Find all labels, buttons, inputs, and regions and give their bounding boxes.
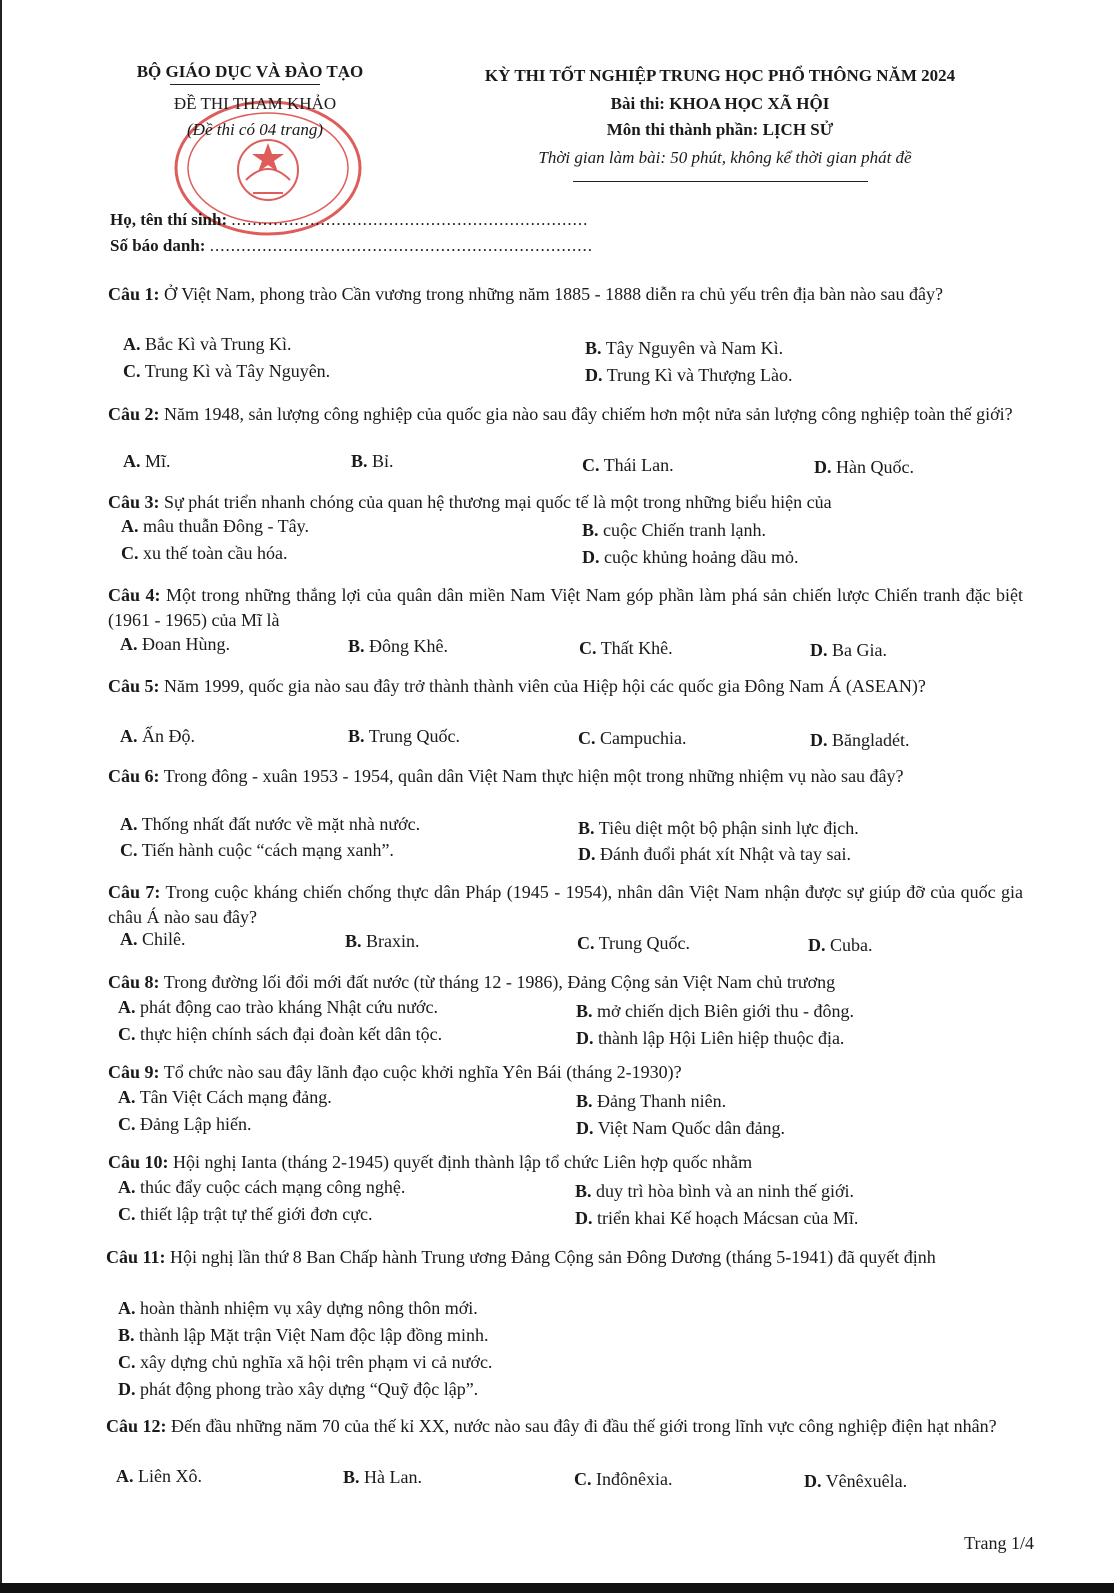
- question-number: Câu 1:: [108, 284, 160, 304]
- q6-option-b: B. Tiêu diệt một bộ phận sinh lực địch.: [578, 818, 859, 838]
- scan-edge: [0, 0, 2, 1593]
- q4-option-c: C. Thất Khê.: [579, 638, 673, 658]
- q9-option-b: B. Đảng Thanh niên.: [576, 1091, 727, 1111]
- q9-option-a: A. Tân Việt Cách mạng đảng.: [118, 1087, 332, 1107]
- q2-option-b: B. Bỉ.: [351, 451, 394, 471]
- q8-option-a: A. phát động cao trào kháng Nhật cứu nước.: [118, 997, 438, 1017]
- question-5: Câu 5: Năm 1999, quốc gia nào sau đây trở thành thành viên của Hiệp hội các quốc gia Đông Nam Á (ASEAN)?: [108, 676, 926, 696]
- q10-option-c: C. thiết lập trật tự thế giới đơn cực.: [118, 1204, 373, 1224]
- question-9: Câu 9: Tổ chức nào sau đây lãnh đạo cuộc khởi nghĩa Yên Bái (tháng 2-1930)?: [108, 1062, 682, 1082]
- q12-option-a: A. Liên Xô.: [116, 1466, 202, 1486]
- q3-option-d: D. cuộc khủng hoảng dầu mỏ.: [582, 547, 799, 567]
- question-4: Câu 4: Một trong những thắng lợi của quân dân miền Nam Việt Nam góp phần làm phá sản chiến lược Chiến tranh đặc biệt (1961 - 1965) của Mĩ là: [108, 585, 1024, 630]
- question-6: Câu 6: Trong đông - xuân 1953 - 1954, quân dân Việt Nam thực hiện một trong những nhiệm vụ nào sau đây?: [108, 766, 904, 786]
- q3-option-a: A. mâu thuẫn Đông - Tây.: [121, 516, 309, 536]
- q9-option-c: C. Đảng Lập hiến.: [118, 1114, 252, 1134]
- exam-title: KỲ THI TỐT NGHIỆP TRUNG HỌC PHỔ THÔNG NĂM 2024: [484, 66, 956, 85]
- question-text: Ở Việt Nam, phong trào Cần vương trong những năm 1885 - 1888 diễn ra chủ yếu trên địa bàn nào sau đây?: [164, 284, 943, 304]
- page-number: Trang 1/4: [964, 1533, 1034, 1553]
- scan-bottom-edge: [0, 1583, 1114, 1593]
- q2-option-d: D. Hàn Quốc.: [814, 457, 914, 477]
- q11-option-d: D. phát động phong trào xây dựng “Quỹ độc lập”.: [118, 1379, 479, 1399]
- q7-option-d: D. Cuba.: [808, 935, 873, 955]
- q1-option-d: D. Trung Kì và Thượng Lào.: [585, 365, 793, 385]
- question-10: Câu 10: Hội nghị Ianta (tháng 2-1945) quyết định thành lập tổ chức Liên hợp quốc nhằm: [108, 1152, 753, 1172]
- q9-option-d: D. Việt Nam Quốc dân đảng.: [576, 1118, 786, 1138]
- q5-option-c: C. Campuchia.: [578, 728, 687, 748]
- q11-option-b: B. thành lập Mặt trận Việt Nam độc lập đồng minh.: [118, 1325, 489, 1345]
- q4-option-b: B. Đông Khê.: [348, 636, 449, 656]
- q5-option-b: B. Trung Quốc.: [348, 726, 461, 746]
- question-3: Câu 3: Sự phát triển nhanh chóng của quan hệ thương mại quốc tế là một trong những biểu hiện của: [108, 492, 832, 512]
- q7-option-b: B. Braxin.: [345, 931, 420, 951]
- ministry-name: BỘ GIÁO DỤC VÀ ĐÀO TẠO: [136, 62, 364, 81]
- q3-option-b: B. cuộc Chiến tranh lạnh.: [582, 520, 766, 540]
- exam-underline: [573, 181, 868, 182]
- candidate-name-dots: ....................................................................: [231, 210, 589, 229]
- candidate-id-dots: .........................................................................: [209, 236, 593, 255]
- candidate-name-label: Họ, tên thí sinh:: [110, 210, 228, 229]
- q12-option-b: B. Hà Lan.: [343, 1467, 422, 1487]
- page-count-note: (Đề thi có 04 trang): [187, 120, 323, 139]
- q7-option-c: C. Trung Quốc.: [577, 933, 691, 953]
- subject-label: Bài thi: KHOA HỌC XÃ HỘI: [610, 94, 830, 113]
- q6-option-d: D. Đánh đuổi phát xít Nhật và tay sai.: [578, 844, 851, 864]
- question-11: Câu 11: Hội nghị lần thứ 8 Ban Chấp hành Trung ương Đảng Cộng sản Đông Dương (tháng 5-1941) đã quyết định: [106, 1247, 936, 1267]
- q2-option-c: C. Thái Lan.: [582, 455, 674, 475]
- q6-option-c: C. Tiến hành cuộc “cách mạng xanh”.: [120, 840, 394, 860]
- q1-option-a: A. Bắc Kì và Trung Kì.: [123, 334, 292, 354]
- candidate-name-line: [110, 210, 588, 230]
- q12-option-c: C. Inđônêxia.: [574, 1469, 673, 1489]
- question-7: Câu 7: Trong cuộc kháng chiến chống thực dân Pháp (1945 - 1954), nhân dân Việt Nam nhận được sự giúp đỡ của quốc gia châu Á nào sau đây?: [108, 882, 1023, 927]
- q10-option-d: D. triển khai Kế hoạch Mácsan của Mĩ.: [575, 1208, 859, 1228]
- component-label: Môn thi thành phần: LỊCH SỬ: [606, 120, 834, 139]
- question-8: Câu 8: Trong đường lối đổi mới đất nước (từ tháng 12 - 1986), Đảng Cộng sản Việt Nam chủ trương: [108, 972, 836, 992]
- q6-option-a: A. Thống nhất đất nước về mặt nhà nước.: [120, 814, 421, 834]
- doc-type: ĐỀ THI THAM KHẢO: [173, 94, 337, 113]
- q4-option-a: A. Đoan Hùng.: [120, 634, 230, 654]
- q3-option-c: C. xu thế toàn cầu hóa.: [121, 543, 288, 563]
- q5-option-d: D. Băngladét.: [810, 730, 910, 750]
- candidate-id-line: [110, 236, 593, 256]
- time-note: Thời gian làm bài: 50 phút, không kể thời gian phát đề: [538, 148, 912, 167]
- q12-option-d: D. Vênêxuêla.: [804, 1471, 908, 1491]
- q8-option-c: C. thực hiện chính sách đại đoàn kết dân tộc.: [118, 1024, 443, 1044]
- question-1: [108, 282, 1023, 307]
- ministry-underline: [170, 84, 320, 85]
- q5-option-a: A. Ấn Độ.: [120, 726, 195, 746]
- q2-option-a: A. Mĩ.: [123, 451, 171, 471]
- q7-option-a: A. Chilê.: [120, 929, 186, 949]
- q11-option-c: C. xây dựng chủ nghĩa xã hội trên phạm vi cả nước.: [118, 1352, 493, 1372]
- question-12: Câu 12: Đến đầu những năm 70 của thế kỉ XX, nước nào sau đây đi đầu thế giới trong lĩnh vực công nghiệp điện hạt nhân?: [106, 1416, 997, 1436]
- q1-option-b: B. Tây Nguyên và Nam Kì.: [585, 338, 784, 358]
- question-2: Câu 2: Năm 1948, sản lượng công nghiệp của quốc gia nào sau đây chiếm hơn một nửa sản lượng công nghiệp toàn thế giới?: [108, 404, 1013, 424]
- q8-option-d: D. thành lập Hội Liên hiệp thuộc địa.: [576, 1028, 845, 1048]
- q10-option-b: B. duy trì hòa bình và an ninh thế giới.: [575, 1181, 854, 1201]
- q1-option-c: C. Trung Kì và Tây Nguyên.: [123, 361, 331, 381]
- q4-option-d: D. Ba Gia.: [810, 640, 887, 660]
- q11-option-a: A. hoàn thành nhiệm vụ xây dựng nông thôn mới.: [118, 1298, 478, 1318]
- q10-option-a: A. thúc đẩy cuộc cách mạng công nghệ.: [118, 1177, 406, 1197]
- candidate-id-label: Số báo danh:: [110, 236, 206, 255]
- q8-option-b: B. mở chiến dịch Biên giới thu - đông.: [576, 1001, 855, 1021]
